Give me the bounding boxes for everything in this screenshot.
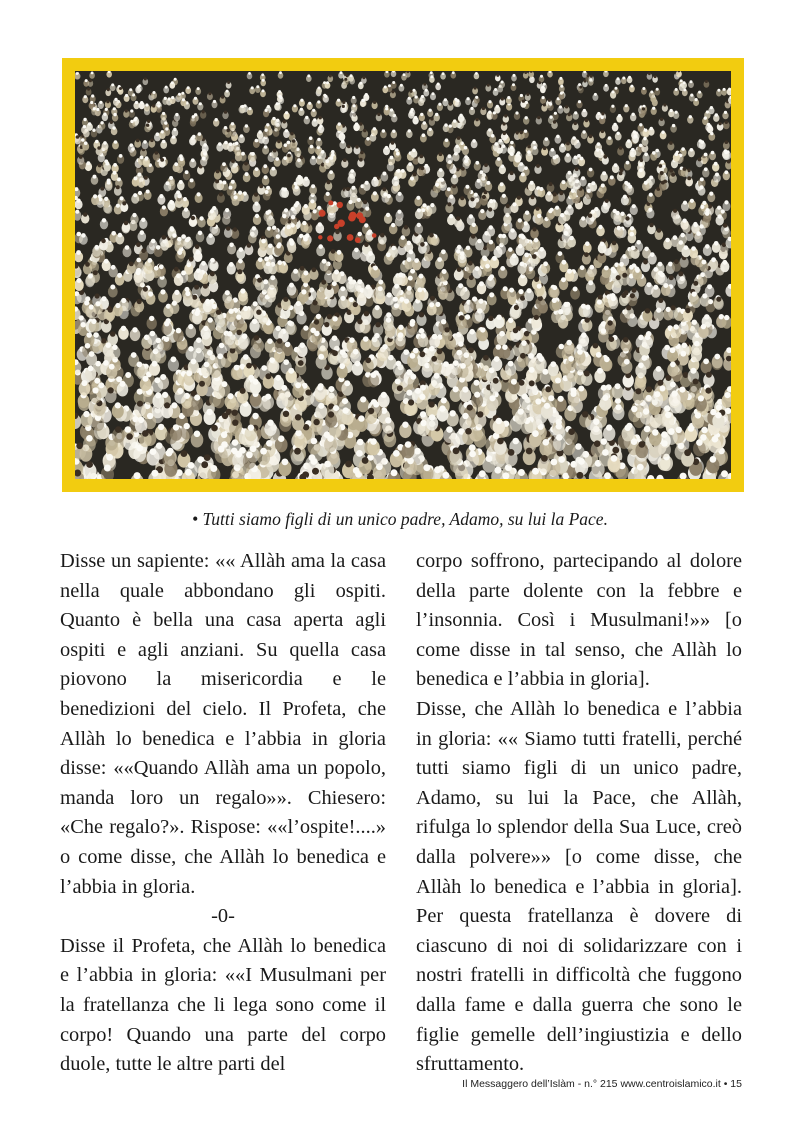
photo-caption: • Tutti siamo figli di un unico padre, Adamo, su lui la Pace.: [192, 509, 608, 529]
crowd-photo: [75, 71, 731, 479]
page-footer: Il Messaggero dell’Islàm - n.° 215 www.centroislamico.it • 15: [462, 1078, 742, 1090]
text-column-left: [60, 547, 386, 1080]
photo-frame: [62, 58, 744, 492]
section-separator: -0-: [211, 905, 235, 928]
paragraph: Disse, che Allàh lo benedica e l’abbia in gloria: «« Siamo tutti fratelli, perché tutti siamo figli di un unico padre, Adamo, su lui la Pace, che Allàh, rifulga lo splendor della Sua Luce, creò dalla polvere»» [o come disse, che Allàh lo benedica e l’abbia in gloria]. Per questa fratellanza è dovere di ciascuno di noi di solidarizzare con i nostri fratelli in difficoltà che fuggono dalla fame e dalla guerra che sono le figlie gemelle dell’ingiustizia e dello sfruttamento.: [416, 697, 742, 1076]
paragraph: Disse il Profeta, che Allàh lo benedica e l’abbia in gloria: ««I Musulmani per la fratellanza che li lega sono come il corpo! Quando una parte del corpo duole, tutte le altre parti del: [60, 934, 386, 1076]
paragraph: corpo soffrono, partecipando al dolore della parte dolente con la febbre e l’insonnia. Così i Musulmani!»» [o come disse in tal senso, che Allàh lo benedica e l’abbia in gloria].: [416, 550, 742, 691]
paragraph: Disse un sapiente: «« Allàh ama la casa nella quale abbondano gli ospiti. Quanto è bella una casa aperta agli ospiti e agli anziani. Su quella casa piovono la misericordia e le benedizioni del cielo. Il Profeta, che Allàh lo benedica e l’abbia in gloria disse: ««Quando Allàh ama un popolo, manda loro un regalo»». Chiesero: «Che regalo?». Rispose: ««l’ospite!....» o come disse, che Allàh lo benedica e l’abbia in gloria.: [60, 550, 386, 898]
text-column-right: [416, 547, 742, 1080]
